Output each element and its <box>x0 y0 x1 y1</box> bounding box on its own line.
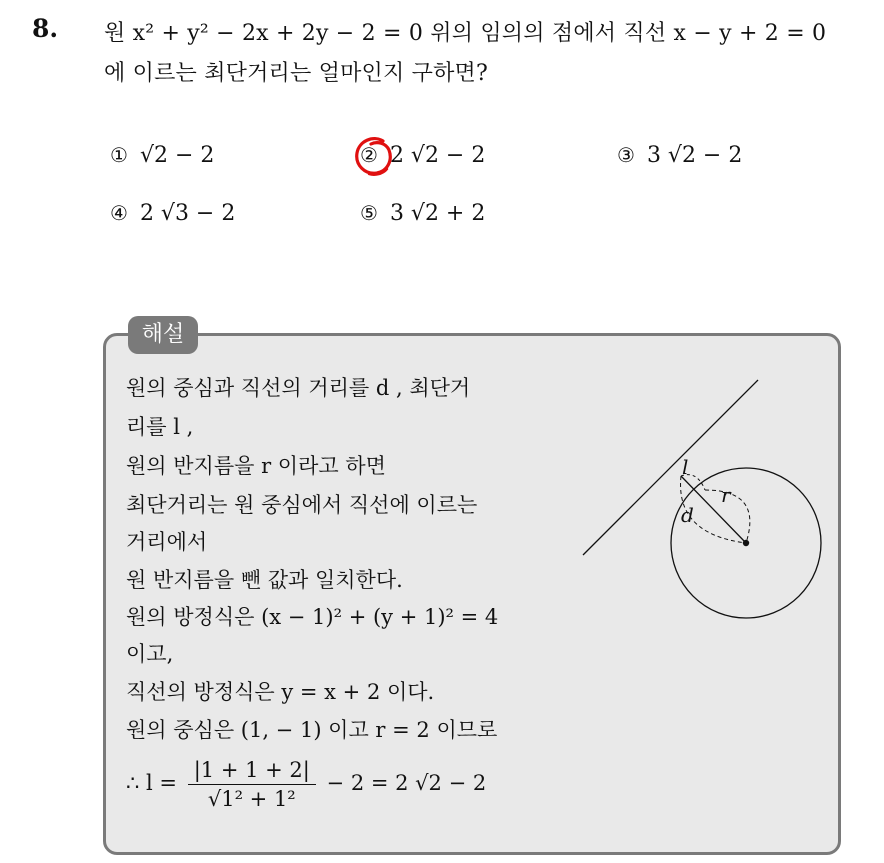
choice-5-mark: ⑤ <box>360 201 378 225</box>
choice-3-mark: ③ <box>617 143 635 167</box>
label-l: l <box>682 455 689 479</box>
final-prefix: ∴ l = <box>126 771 178 795</box>
solution-line: 직선의 방정식은 y = x + 2 이다. <box>126 680 435 704</box>
choice-5-text: 3 √2 + 2 <box>389 201 486 226</box>
final-fraction <box>188 758 316 811</box>
choice-5[interactable] <box>360 201 485 226</box>
final-numerator: |1 + 1 + 2| <box>188 758 316 785</box>
solution-line: 리를 l , <box>126 415 194 439</box>
solution-line: 이고, <box>126 642 174 666</box>
final-suffix: − 2 = 2 √2 − 2 <box>326 771 487 795</box>
final-formula <box>126 758 486 811</box>
question-text-line1: 원 x² + y² − 2x + 2y − 2 = 0 위의 임의의 점에서 직선 x − y + 2 = 0 <box>104 21 827 46</box>
solution-line: 원의 중심과 직선의 거리를 d , 최단거 <box>126 376 471 400</box>
label-r: r <box>721 483 731 507</box>
choice-1[interactable] <box>110 143 214 168</box>
solution-tab-label: 해설 <box>128 316 198 354</box>
choice-1-text: √2 − 2 <box>139 143 215 168</box>
solution-line: 원의 반지름을 r 이라고 하면 <box>126 454 386 478</box>
choice-2-text: 2 √2 − 2 <box>389 143 486 168</box>
label-d: d <box>681 503 694 527</box>
choice-1-mark: ① <box>110 143 128 167</box>
choice-3-text: 3 √2 − 2 <box>646 143 743 168</box>
solution-line: 최단거리는 원 중심에서 직선에 이르는 <box>126 493 478 517</box>
solution-line: 거리에서 <box>126 530 208 554</box>
final-denominator: √1² + 1² <box>207 787 296 811</box>
choice-2-mark: ② <box>360 143 378 167</box>
circle-line-diagram <box>575 372 835 642</box>
solution-line: 원의 방정식은 (x − 1)² + (y + 1)² = 4 <box>126 605 499 629</box>
choice-3[interactable] <box>617 143 742 168</box>
question-text-line2: 에 이르는 최단거리는 얼마인지 구하면? <box>104 61 489 86</box>
answer-circle-mark <box>353 135 395 177</box>
solution-line: 원 반지름을 뺀 값과 일치한다. <box>126 568 403 592</box>
choice-4-text: 2 √3 − 2 <box>139 201 236 226</box>
choice-4-mark: ④ <box>110 201 128 225</box>
solution-line: 원의 중심은 (1, − 1) 이고 r = 2 이므로 <box>126 718 498 742</box>
choice-4[interactable] <box>110 201 235 226</box>
question-number: 8. <box>32 14 59 43</box>
